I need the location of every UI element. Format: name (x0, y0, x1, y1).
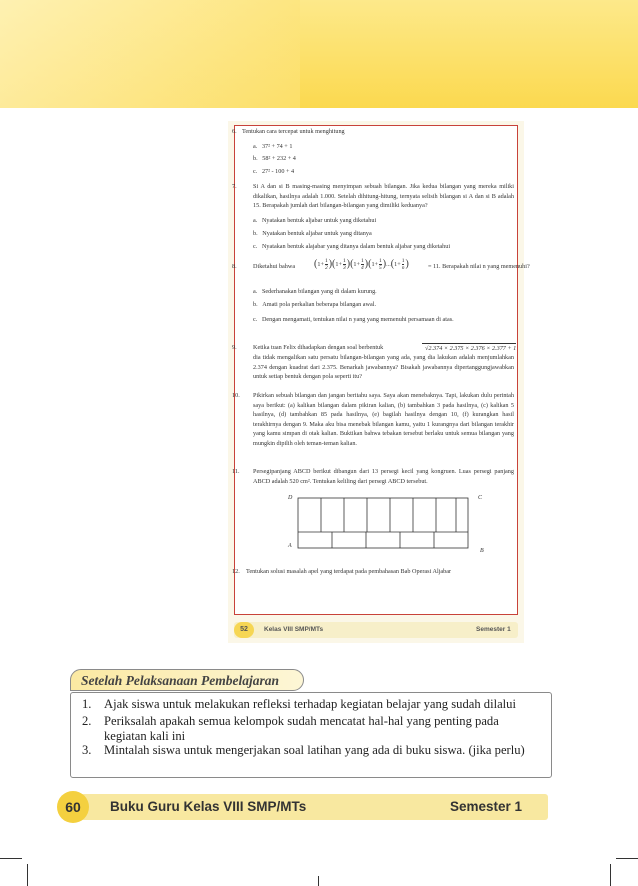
q8-option-c: c. Dengan mengamati, tentukan nilai n yang yang memenuhi persamaan di atas. (253, 316, 454, 323)
book-page-footer (234, 622, 518, 638)
q6-option-c: c. 27² - 100 + 4 (253, 168, 295, 175)
crop-mark (0, 858, 22, 859)
question-9-body: dia tidak mengalikan satu persatu bilangan-bilangan yang ada, yang dia lakukan adalah menjumlahkan 2.374 dengan kuadrat dari 2.375. Benarkah jawabannya? Bisakah jawabannya dipertanggungjawabkan untuk setiap bentuk dengan pola seperti itu? (253, 354, 514, 381)
q7-option-c: c. Nyatakan bentuk alajabar yang ditanya dalam bentuk aljabar yang diketahui (253, 243, 451, 250)
q7-option-b: b. Nyatakan bentuk aljabar untuk yang ditanya (253, 230, 372, 237)
page-number: 60 (57, 791, 89, 823)
vertex-a-label: A (288, 543, 292, 549)
q9-root-formula: √2.374 × 2.375 × 2.376 × 2.377 + 1 (422, 343, 516, 354)
after-learning-title: Setelah Pelaksanaan Pembelajaran (70, 669, 304, 691)
banner-highlight (0, 0, 300, 108)
q6-option-a: a. 37² + 74 + 1 (253, 143, 293, 150)
vertex-c-label: C (478, 495, 483, 501)
footer-semester: Semester 1 (450, 799, 523, 814)
crop-mark (616, 858, 638, 859)
q8-product-formula: (1+ $\frac{1}{2}$ )(1+ $\frac{1}{3}$ )(1+ $\frac{1}{4}$ )(1+ $\frac{1}{5}$ )...(1+ $\frac{1}{n}$ ) (314, 258, 409, 271)
q7-option-a: a. Nyatakan bentuk aljabar untuk yang diketahui (253, 217, 377, 224)
vertex-b-label: B (480, 548, 484, 554)
vertex-d-label: D (288, 495, 293, 501)
book-page-title: Kelas VIII SMP/MTs (264, 626, 324, 633)
header-banner (0, 0, 638, 108)
footer-title: Buku Guru Kelas VIII SMP/MTs (110, 799, 307, 814)
q8-option-b: b. Amati pola perkalian beberapa bilangan awal. (253, 301, 377, 308)
crop-mark (610, 864, 611, 886)
q8-option-a: a. Sederhanakan bilangan yang di dalam kurung. (253, 288, 377, 295)
question-7: 7. Si A dan si B masing-masing menyimpan sebuah bilangan. Jika kedua bilangan yang mereka miliki dikalikan, hasilnya adalah 1.000. Setelah dihitung-hitung, ternyata selisih bilangan si A dan si B adalah 15. Berapakah jumlah dari bilangan-bilangan yang dimiliki keduanya? (232, 183, 514, 210)
q6-option-b: b. 58² + 232 + 4 (253, 155, 296, 162)
book-page-semester: Semester 1 (476, 626, 511, 633)
book-page-number: 52 (234, 622, 254, 638)
crop-mark (318, 876, 319, 886)
crop-mark (27, 864, 28, 886)
rectangle-abcd-figure (280, 492, 490, 554)
